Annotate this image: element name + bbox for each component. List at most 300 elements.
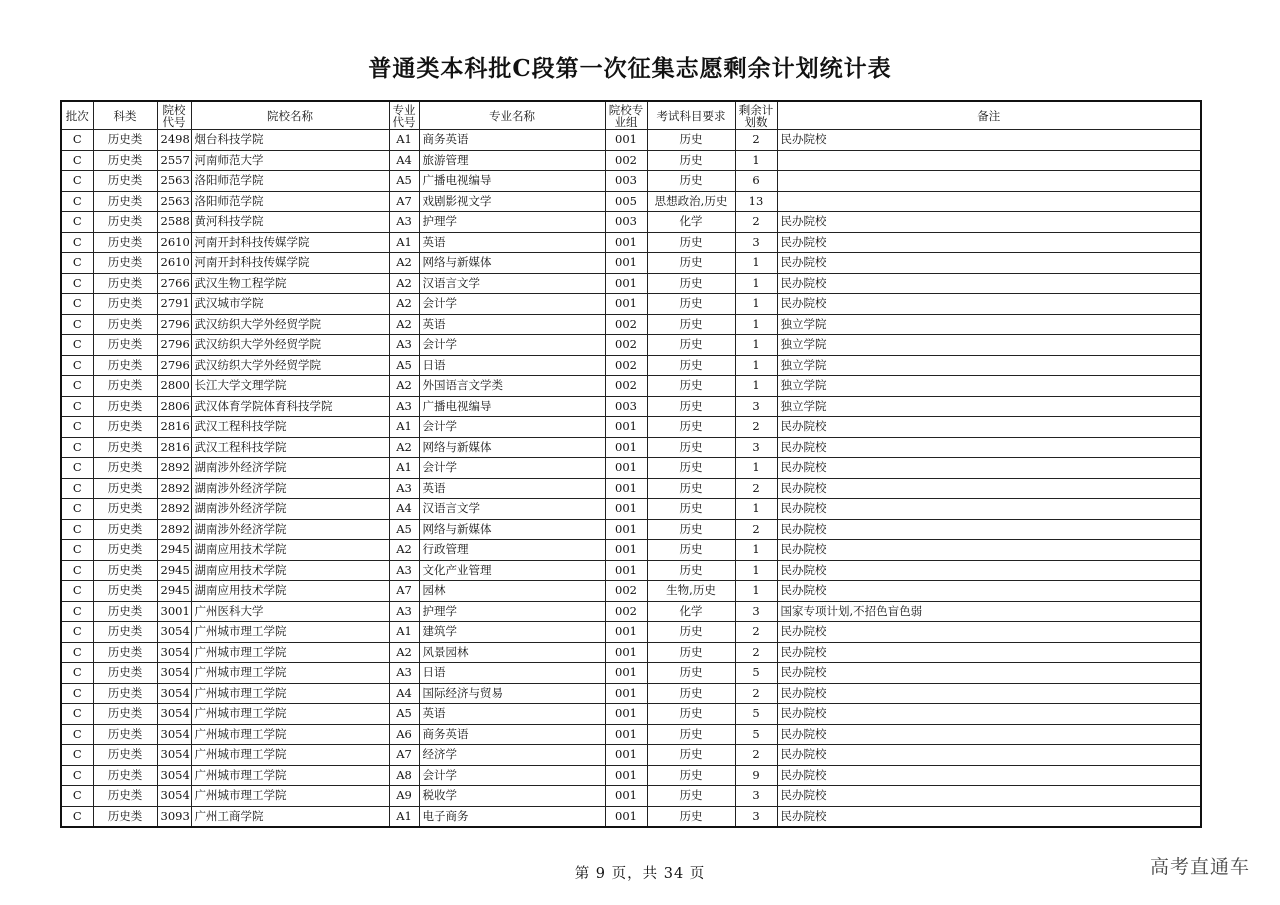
cell-batch: C bbox=[61, 191, 93, 212]
cell-subject-requirement: 历史 bbox=[647, 150, 735, 171]
table-row bbox=[61, 704, 1201, 725]
cell-school-name: 湖南涉外经济学院 bbox=[191, 478, 389, 499]
table-row bbox=[61, 273, 1201, 294]
cell-remarks: 民办院校 bbox=[777, 294, 1201, 315]
cell-category: 历史类 bbox=[93, 683, 157, 704]
cell-category: 历史类 bbox=[93, 724, 157, 745]
cell-school-code: 3054 bbox=[157, 786, 191, 807]
cell-remarks: 民办院校 bbox=[777, 458, 1201, 479]
cell-subject-requirement: 历史 bbox=[647, 376, 735, 397]
cell-school-name: 黄河科技学院 bbox=[191, 212, 389, 233]
cell-major-name: 英语 bbox=[419, 232, 605, 253]
cell-major-name: 会计学 bbox=[419, 294, 605, 315]
cell-subject-requirement: 历史 bbox=[647, 294, 735, 315]
cell-remarks: 国家专项计划,不招色盲色弱 bbox=[777, 601, 1201, 622]
cell-subject-requirement: 历史 bbox=[647, 499, 735, 520]
cell-remarks: 民办院校 bbox=[777, 253, 1201, 274]
cell-batch: C bbox=[61, 663, 93, 684]
cell-school-name: 武汉工程科技学院 bbox=[191, 417, 389, 438]
table-row bbox=[61, 314, 1201, 335]
cell-major-name: 汉语言文学 bbox=[419, 273, 605, 294]
cell-remarks: 民办院校 bbox=[777, 212, 1201, 233]
cell-subject-requirement: 历史 bbox=[647, 622, 735, 643]
cell-remaining-plan: 1 bbox=[735, 355, 777, 376]
cell-remaining-plan: 1 bbox=[735, 294, 777, 315]
cell-school-code: 2588 bbox=[157, 212, 191, 233]
cell-category: 历史类 bbox=[93, 499, 157, 520]
cell-category: 历史类 bbox=[93, 663, 157, 684]
cell-major-group: 001 bbox=[605, 663, 647, 684]
cell-remaining-plan: 2 bbox=[735, 642, 777, 663]
cell-major-group: 001 bbox=[605, 786, 647, 807]
cell-subject-requirement: 历史 bbox=[647, 704, 735, 725]
cell-school-code: 2892 bbox=[157, 499, 191, 520]
cell-school-code: 3054 bbox=[157, 724, 191, 745]
header-school-name: 院校名称 bbox=[191, 101, 389, 130]
cell-major-code: A4 bbox=[389, 683, 419, 704]
cell-major-name: 商务英语 bbox=[419, 130, 605, 151]
table-row bbox=[61, 765, 1201, 786]
cell-category: 历史类 bbox=[93, 765, 157, 786]
table-row bbox=[61, 437, 1201, 458]
cell-major-code: A3 bbox=[389, 396, 419, 417]
cell-major-name: 日语 bbox=[419, 663, 605, 684]
cell-batch: C bbox=[61, 273, 93, 294]
cell-school-code: 2563 bbox=[157, 171, 191, 192]
cell-batch: C bbox=[61, 314, 93, 335]
cell-batch: C bbox=[61, 376, 93, 397]
cell-remarks: 民办院校 bbox=[777, 724, 1201, 745]
cell-major-group: 001 bbox=[605, 724, 647, 745]
header-remaining-plan: 剩余计划数 bbox=[735, 101, 777, 130]
cell-major-name: 建筑学 bbox=[419, 622, 605, 643]
cell-category: 历史类 bbox=[93, 294, 157, 315]
cell-major-code: A9 bbox=[389, 786, 419, 807]
cell-subject-requirement: 历史 bbox=[647, 335, 735, 356]
cell-subject-requirement: 历史 bbox=[647, 724, 735, 745]
cell-school-code: 3054 bbox=[157, 704, 191, 725]
cell-subject-requirement: 生物,历史 bbox=[647, 581, 735, 602]
cell-remarks: 民办院校 bbox=[777, 663, 1201, 684]
cell-major-code: A2 bbox=[389, 437, 419, 458]
cell-school-name: 洛阳师范学院 bbox=[191, 171, 389, 192]
cell-subject-requirement: 历史 bbox=[647, 478, 735, 499]
cell-major-code: A2 bbox=[389, 376, 419, 397]
table-row bbox=[61, 806, 1201, 827]
table-row bbox=[61, 581, 1201, 602]
cell-major-code: A1 bbox=[389, 417, 419, 438]
cell-major-code: A3 bbox=[389, 335, 419, 356]
cell-remaining-plan: 5 bbox=[735, 724, 777, 745]
cell-remaining-plan: 1 bbox=[735, 499, 777, 520]
cell-major-code: A4 bbox=[389, 499, 419, 520]
table-row bbox=[61, 724, 1201, 745]
cell-school-name: 武汉生物工程学院 bbox=[191, 273, 389, 294]
cell-school-code: 2892 bbox=[157, 519, 191, 540]
cell-subject-requirement: 历史 bbox=[647, 437, 735, 458]
header-major-name: 专业名称 bbox=[419, 101, 605, 130]
cell-major-group: 003 bbox=[605, 171, 647, 192]
cell-batch: C bbox=[61, 786, 93, 807]
table-row bbox=[61, 232, 1201, 253]
cell-major-group: 001 bbox=[605, 478, 647, 499]
table-row bbox=[61, 745, 1201, 766]
cell-category: 历史类 bbox=[93, 150, 157, 171]
cell-category: 历史类 bbox=[93, 601, 157, 622]
cell-batch: C bbox=[61, 171, 93, 192]
cell-school-code: 2806 bbox=[157, 396, 191, 417]
cell-major-code: A3 bbox=[389, 212, 419, 233]
cell-major-code: A3 bbox=[389, 478, 419, 499]
header-category: 科类 bbox=[93, 101, 157, 130]
cell-school-code: 3054 bbox=[157, 683, 191, 704]
cell-major-name: 网络与新媒体 bbox=[419, 519, 605, 540]
cell-remarks: 民办院校 bbox=[777, 745, 1201, 766]
cell-category: 历史类 bbox=[93, 417, 157, 438]
cell-school-name: 广州城市理工学院 bbox=[191, 704, 389, 725]
cell-major-name: 外国语言文学类 bbox=[419, 376, 605, 397]
cell-remaining-plan: 3 bbox=[735, 232, 777, 253]
cell-major-code: A6 bbox=[389, 724, 419, 745]
cell-remaining-plan: 2 bbox=[735, 130, 777, 151]
cell-remarks: 民办院校 bbox=[777, 130, 1201, 151]
cell-subject-requirement: 历史 bbox=[647, 642, 735, 663]
cell-subject-requirement: 历史 bbox=[647, 355, 735, 376]
cell-major-group: 001 bbox=[605, 253, 647, 274]
cell-category: 历史类 bbox=[93, 273, 157, 294]
cell-remarks: 民办院校 bbox=[777, 540, 1201, 561]
cell-major-name: 广播电视编导 bbox=[419, 396, 605, 417]
cell-major-group: 002 bbox=[605, 150, 647, 171]
cell-remaining-plan: 1 bbox=[735, 335, 777, 356]
cell-school-code: 2816 bbox=[157, 437, 191, 458]
header-major-code: 专业代号 bbox=[389, 101, 419, 130]
cell-remarks: 民办院校 bbox=[777, 806, 1201, 827]
cell-batch: C bbox=[61, 212, 93, 233]
cell-school-code: 2498 bbox=[157, 130, 191, 151]
cell-remaining-plan: 1 bbox=[735, 560, 777, 581]
cell-category: 历史类 bbox=[93, 622, 157, 643]
cell-school-name: 广州城市理工学院 bbox=[191, 786, 389, 807]
cell-school-name: 湖南涉外经济学院 bbox=[191, 499, 389, 520]
cell-subject-requirement: 历史 bbox=[647, 663, 735, 684]
cell-major-code: A3 bbox=[389, 663, 419, 684]
cell-major-code: A5 bbox=[389, 171, 419, 192]
cell-school-code: 2800 bbox=[157, 376, 191, 397]
cell-remarks: 民办院校 bbox=[777, 642, 1201, 663]
cell-school-name: 武汉纺织大学外经贸学院 bbox=[191, 314, 389, 335]
table-row bbox=[61, 212, 1201, 233]
cell-category: 历史类 bbox=[93, 396, 157, 417]
cell-batch: C bbox=[61, 253, 93, 274]
cell-category: 历史类 bbox=[93, 314, 157, 335]
cell-major-group: 002 bbox=[605, 314, 647, 335]
cell-major-group: 001 bbox=[605, 417, 647, 438]
cell-subject-requirement: 化学 bbox=[647, 601, 735, 622]
cell-school-name: 湖南应用技术学院 bbox=[191, 560, 389, 581]
cell-major-group: 001 bbox=[605, 294, 647, 315]
cell-major-code: A1 bbox=[389, 806, 419, 827]
table-row bbox=[61, 335, 1201, 356]
cell-batch: C bbox=[61, 765, 93, 786]
table-row bbox=[61, 622, 1201, 643]
cell-batch: C bbox=[61, 437, 93, 458]
cell-subject-requirement: 历史 bbox=[647, 171, 735, 192]
cell-school-code: 2816 bbox=[157, 417, 191, 438]
cell-remaining-plan: 3 bbox=[735, 601, 777, 622]
table-row bbox=[61, 519, 1201, 540]
table-row bbox=[61, 499, 1201, 520]
cell-batch: C bbox=[61, 540, 93, 561]
cell-school-code: 3093 bbox=[157, 806, 191, 827]
cell-category: 历史类 bbox=[93, 540, 157, 561]
cell-major-code: A7 bbox=[389, 745, 419, 766]
cell-major-name: 网络与新媒体 bbox=[419, 437, 605, 458]
table-row bbox=[61, 601, 1201, 622]
cell-major-group: 002 bbox=[605, 581, 647, 602]
cell-remaining-plan: 3 bbox=[735, 396, 777, 417]
cell-remarks: 民办院校 bbox=[777, 622, 1201, 643]
table-row bbox=[61, 663, 1201, 684]
cell-remaining-plan: 1 bbox=[735, 540, 777, 561]
cell-major-name: 园林 bbox=[419, 581, 605, 602]
cell-remarks: 民办院校 bbox=[777, 273, 1201, 294]
cell-school-code: 3001 bbox=[157, 601, 191, 622]
cell-remaining-plan: 3 bbox=[735, 786, 777, 807]
header-major-group: 院校专业组 bbox=[605, 101, 647, 130]
cell-school-name: 洛阳师范学院 bbox=[191, 191, 389, 212]
cell-major-group: 001 bbox=[605, 519, 647, 540]
cell-batch: C bbox=[61, 581, 93, 602]
cell-batch: C bbox=[61, 294, 93, 315]
cell-subject-requirement: 历史 bbox=[647, 786, 735, 807]
cell-remarks: 民办院校 bbox=[777, 786, 1201, 807]
cell-batch: C bbox=[61, 704, 93, 725]
cell-major-name: 行政管理 bbox=[419, 540, 605, 561]
table-row bbox=[61, 191, 1201, 212]
cell-major-name: 旅游管理 bbox=[419, 150, 605, 171]
cell-subject-requirement: 历史 bbox=[647, 806, 735, 827]
cell-major-name: 护理学 bbox=[419, 212, 605, 233]
cell-category: 历史类 bbox=[93, 581, 157, 602]
cell-major-code: A1 bbox=[389, 130, 419, 151]
cell-school-code: 3054 bbox=[157, 622, 191, 643]
cell-major-code: A2 bbox=[389, 540, 419, 561]
cell-major-code: A2 bbox=[389, 294, 419, 315]
cell-remarks: 民办院校 bbox=[777, 704, 1201, 725]
cell-category: 历史类 bbox=[93, 171, 157, 192]
cell-school-code: 2945 bbox=[157, 581, 191, 602]
cell-remaining-plan: 2 bbox=[735, 212, 777, 233]
cell-remarks: 民办院校 bbox=[777, 437, 1201, 458]
cell-batch: C bbox=[61, 335, 93, 356]
cell-major-code: A1 bbox=[389, 622, 419, 643]
cell-major-name: 汉语言文学 bbox=[419, 499, 605, 520]
table-row bbox=[61, 478, 1201, 499]
cell-school-name: 湖南涉外经济学院 bbox=[191, 519, 389, 540]
cell-batch: C bbox=[61, 642, 93, 663]
cell-remarks bbox=[777, 191, 1201, 212]
cell-batch: C bbox=[61, 499, 93, 520]
cell-remaining-plan: 5 bbox=[735, 663, 777, 684]
cell-school-name: 长江大学文理学院 bbox=[191, 376, 389, 397]
cell-remaining-plan: 1 bbox=[735, 314, 777, 335]
cell-category: 历史类 bbox=[93, 560, 157, 581]
cell-school-name: 广州工商学院 bbox=[191, 806, 389, 827]
cell-school-code: 2557 bbox=[157, 150, 191, 171]
cell-subject-requirement: 化学 bbox=[647, 212, 735, 233]
cell-major-group: 001 bbox=[605, 560, 647, 581]
cell-school-name: 武汉工程科技学院 bbox=[191, 437, 389, 458]
cell-subject-requirement: 历史 bbox=[647, 253, 735, 274]
cell-school-name: 烟台科技学院 bbox=[191, 130, 389, 151]
cell-remaining-plan: 2 bbox=[735, 683, 777, 704]
cell-school-code: 2945 bbox=[157, 540, 191, 561]
cell-subject-requirement: 历史 bbox=[647, 560, 735, 581]
cell-major-name: 英语 bbox=[419, 478, 605, 499]
cell-batch: C bbox=[61, 232, 93, 253]
cell-batch: C bbox=[61, 355, 93, 376]
cell-school-code: 2892 bbox=[157, 458, 191, 479]
cell-subject-requirement: 历史 bbox=[647, 458, 735, 479]
cell-subject-requirement: 历史 bbox=[647, 540, 735, 561]
cell-remaining-plan: 2 bbox=[735, 519, 777, 540]
cell-category: 历史类 bbox=[93, 786, 157, 807]
cell-major-group: 001 bbox=[605, 683, 647, 704]
cell-school-name: 广州城市理工学院 bbox=[191, 724, 389, 745]
cell-school-code: 3054 bbox=[157, 663, 191, 684]
cell-remarks: 民办院校 bbox=[777, 417, 1201, 438]
cell-remarks: 独立学院 bbox=[777, 355, 1201, 376]
cell-major-group: 001 bbox=[605, 273, 647, 294]
cell-remaining-plan: 9 bbox=[735, 765, 777, 786]
cell-batch: C bbox=[61, 458, 93, 479]
table-row bbox=[61, 171, 1201, 192]
cell-subject-requirement: 历史 bbox=[647, 683, 735, 704]
cell-category: 历史类 bbox=[93, 437, 157, 458]
cell-major-code: A2 bbox=[389, 273, 419, 294]
cell-category: 历史类 bbox=[93, 458, 157, 479]
cell-major-name: 会计学 bbox=[419, 417, 605, 438]
cell-major-group: 001 bbox=[605, 745, 647, 766]
watermark: 高考直通车 bbox=[1149, 856, 1250, 878]
table-row bbox=[61, 376, 1201, 397]
cell-school-name: 武汉纺织大学外经贸学院 bbox=[191, 335, 389, 356]
cell-remaining-plan: 1 bbox=[735, 581, 777, 602]
cell-major-group: 001 bbox=[605, 540, 647, 561]
cell-remaining-plan: 2 bbox=[735, 478, 777, 499]
cell-category: 历史类 bbox=[93, 253, 157, 274]
cell-major-code: A3 bbox=[389, 601, 419, 622]
cell-major-group: 002 bbox=[605, 601, 647, 622]
table-row bbox=[61, 130, 1201, 151]
cell-batch: C bbox=[61, 560, 93, 581]
cell-major-code: A5 bbox=[389, 519, 419, 540]
page-footer: 第 9 页，共 34 页 bbox=[574, 866, 706, 882]
cell-major-code: A5 bbox=[389, 355, 419, 376]
cell-major-code: A5 bbox=[389, 704, 419, 725]
cell-major-group: 001 bbox=[605, 622, 647, 643]
cell-major-name: 电子商务 bbox=[419, 806, 605, 827]
cell-major-name: 经济学 bbox=[419, 745, 605, 766]
cell-school-name: 武汉城市学院 bbox=[191, 294, 389, 315]
cell-category: 历史类 bbox=[93, 335, 157, 356]
cell-remarks: 民办院校 bbox=[777, 581, 1201, 602]
cell-category: 历史类 bbox=[93, 642, 157, 663]
cell-major-name: 会计学 bbox=[419, 335, 605, 356]
cell-subject-requirement: 历史 bbox=[647, 396, 735, 417]
cell-remarks: 民办院校 bbox=[777, 683, 1201, 704]
cell-subject-requirement: 历史 bbox=[647, 130, 735, 151]
cell-major-code: A4 bbox=[389, 150, 419, 171]
cell-major-code: A1 bbox=[389, 232, 419, 253]
cell-remarks: 民办院校 bbox=[777, 499, 1201, 520]
cell-remarks: 独立学院 bbox=[777, 335, 1201, 356]
cell-remaining-plan: 1 bbox=[735, 150, 777, 171]
cell-batch: C bbox=[61, 519, 93, 540]
cell-remarks: 民办院校 bbox=[777, 478, 1201, 499]
cell-major-group: 001 bbox=[605, 437, 647, 458]
cell-school-code: 2796 bbox=[157, 335, 191, 356]
cell-remarks bbox=[777, 171, 1201, 192]
cell-category: 历史类 bbox=[93, 806, 157, 827]
cell-school-code: 2610 bbox=[157, 253, 191, 274]
cell-school-code: 3054 bbox=[157, 745, 191, 766]
cell-major-group: 002 bbox=[605, 376, 647, 397]
cell-subject-requirement: 历史 bbox=[647, 417, 735, 438]
cell-major-name: 网络与新媒体 bbox=[419, 253, 605, 274]
cell-batch: C bbox=[61, 396, 93, 417]
cell-major-group: 001 bbox=[605, 704, 647, 725]
cell-major-group: 003 bbox=[605, 396, 647, 417]
cell-category: 历史类 bbox=[93, 232, 157, 253]
header-remarks: 备注 bbox=[777, 101, 1201, 130]
table-body bbox=[61, 130, 1201, 828]
cell-category: 历史类 bbox=[93, 355, 157, 376]
cell-subject-requirement: 历史 bbox=[647, 232, 735, 253]
cell-batch: C bbox=[61, 130, 93, 151]
cell-school-name: 湖南应用技术学院 bbox=[191, 581, 389, 602]
cell-batch: C bbox=[61, 622, 93, 643]
cell-remaining-plan: 3 bbox=[735, 437, 777, 458]
cell-school-name: 河南开封科技传媒学院 bbox=[191, 253, 389, 274]
cell-major-name: 戏剧影视文学 bbox=[419, 191, 605, 212]
cell-major-group: 001 bbox=[605, 765, 647, 786]
table-row bbox=[61, 642, 1201, 663]
cell-remarks: 民办院校 bbox=[777, 765, 1201, 786]
table-header-row bbox=[61, 101, 1201, 130]
cell-category: 历史类 bbox=[93, 519, 157, 540]
table-row bbox=[61, 540, 1201, 561]
cell-batch: C bbox=[61, 150, 93, 171]
cell-major-group: 003 bbox=[605, 212, 647, 233]
cell-major-code: A2 bbox=[389, 642, 419, 663]
cell-major-code: A7 bbox=[389, 191, 419, 212]
cell-major-code: A8 bbox=[389, 765, 419, 786]
cell-school-name: 广州城市理工学院 bbox=[191, 642, 389, 663]
cell-school-code: 2791 bbox=[157, 294, 191, 315]
cell-school-name: 河南师范大学 bbox=[191, 150, 389, 171]
table-row bbox=[61, 253, 1201, 274]
cell-remarks: 独立学院 bbox=[777, 376, 1201, 397]
plan-table bbox=[60, 100, 1202, 828]
cell-category: 历史类 bbox=[93, 212, 157, 233]
cell-subject-requirement: 思想政治,历史 bbox=[647, 191, 735, 212]
cell-remaining-plan: 2 bbox=[735, 417, 777, 438]
cell-category: 历史类 bbox=[93, 478, 157, 499]
table-row bbox=[61, 294, 1201, 315]
cell-category: 历史类 bbox=[93, 130, 157, 151]
